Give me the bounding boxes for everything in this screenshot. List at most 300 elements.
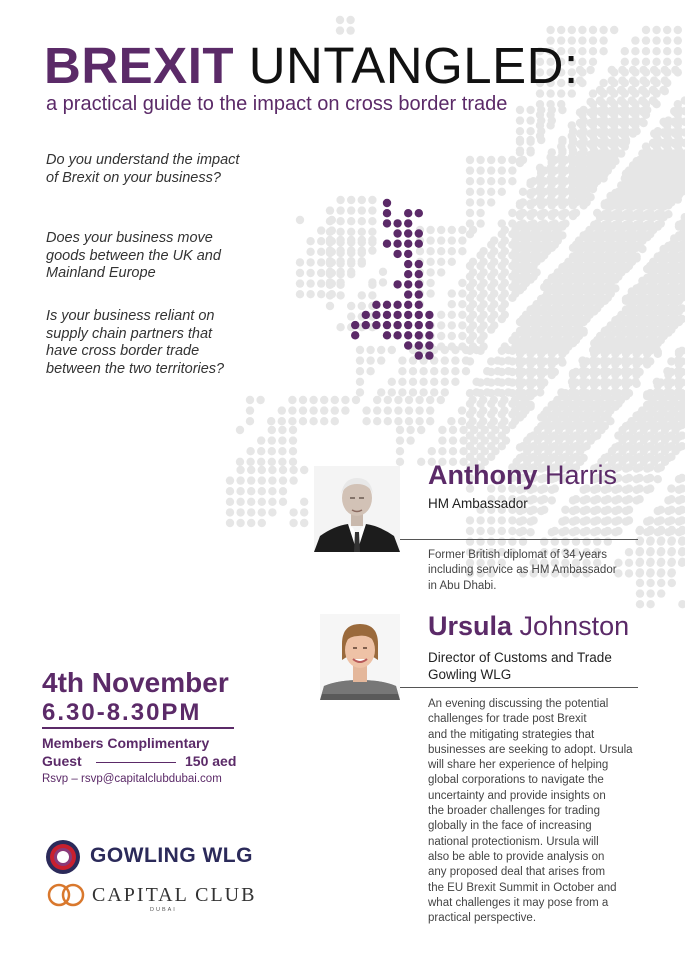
map-dot <box>396 436 404 444</box>
map-dot <box>638 289 646 297</box>
speaker-1-role: HM Ambassador <box>428 496 528 511</box>
map-dot <box>532 311 540 319</box>
map-dot <box>544 436 552 444</box>
map-dot <box>631 58 639 66</box>
map-dot <box>629 66 637 74</box>
map-dot <box>289 447 297 455</box>
map-dot <box>663 58 671 66</box>
map-dot <box>437 268 445 276</box>
map-dot <box>406 436 414 444</box>
map-dot <box>358 291 366 299</box>
map-dot <box>526 136 534 144</box>
map-dot <box>347 257 355 265</box>
map-dot <box>606 96 614 104</box>
map-dot <box>426 268 434 276</box>
map-dot <box>599 36 607 44</box>
map-dot <box>466 209 474 217</box>
map-dot <box>508 516 516 524</box>
map-dot <box>593 156 601 164</box>
map-dot <box>336 206 344 214</box>
map-dot <box>664 127 672 135</box>
map-dot <box>553 417 561 425</box>
map-dot <box>296 258 304 266</box>
map-dot <box>268 436 276 444</box>
map-dot <box>502 426 510 434</box>
map-dot <box>614 188 622 196</box>
map-dot <box>667 166 675 174</box>
map-dot <box>618 436 626 444</box>
map-dot <box>551 156 559 164</box>
map-dot <box>663 367 671 375</box>
map-dot <box>555 426 563 434</box>
map-dot <box>572 166 580 174</box>
uk-map-dot <box>404 331 412 339</box>
map-dot <box>501 289 509 297</box>
map-dot <box>268 508 276 516</box>
map-dot <box>317 248 325 256</box>
map-dot <box>236 426 244 434</box>
map-dot <box>540 198 548 206</box>
map-dot <box>596 86 604 94</box>
map-dot <box>529 188 537 196</box>
map-dot <box>278 417 286 425</box>
map-dot <box>660 289 668 297</box>
map-dot <box>336 257 344 265</box>
map-dot <box>625 198 633 206</box>
map-dot <box>557 388 565 396</box>
map-dot <box>589 26 597 34</box>
map-dot <box>296 269 304 277</box>
map-dot <box>606 406 614 414</box>
map-dot <box>504 367 512 375</box>
uk-map-dot <box>372 311 380 319</box>
map-dot <box>578 388 586 396</box>
map-dot <box>300 498 308 506</box>
map-dot <box>558 106 566 114</box>
speaker-2-last-name: Johnston <box>512 611 630 641</box>
map-dot <box>458 311 466 319</box>
map-dot <box>511 258 519 266</box>
map-dot <box>635 495 643 503</box>
map-dot <box>610 26 618 34</box>
map-dot <box>523 436 531 444</box>
map-dot <box>636 579 644 587</box>
map-dot <box>368 291 376 299</box>
map-dot <box>426 258 434 266</box>
map-dot <box>437 396 445 404</box>
map-dot <box>575 289 583 297</box>
uk-map-dot <box>404 341 412 349</box>
uk-map-dot <box>383 219 391 227</box>
uk-map-dot <box>351 321 359 329</box>
map-dot <box>469 268 477 276</box>
map-dot <box>481 426 489 434</box>
map-dot <box>600 378 608 386</box>
map-dot <box>668 558 676 566</box>
map-dot <box>664 146 672 154</box>
map-dot <box>458 289 466 297</box>
map-dot <box>258 519 266 527</box>
map-dot <box>671 447 679 455</box>
map-dot <box>470 436 478 444</box>
map-dot <box>543 300 551 308</box>
map-dot <box>501 279 509 287</box>
map-dot <box>600 367 608 375</box>
map-dot <box>458 300 466 308</box>
map-dot <box>625 559 633 567</box>
map-dot <box>575 332 583 340</box>
map-dot <box>462 367 470 375</box>
map-dot <box>536 367 544 375</box>
map-dot <box>628 226 636 234</box>
map-dot <box>441 388 449 396</box>
map-dot <box>547 356 555 364</box>
map-dot <box>279 498 287 506</box>
map-dot <box>621 378 629 386</box>
map-dot <box>649 279 657 287</box>
map-dot <box>590 116 598 124</box>
map-dot <box>667 516 675 524</box>
map-dot <box>525 378 533 386</box>
map-dot <box>593 177 601 185</box>
map-dot <box>317 237 325 245</box>
map-dot <box>564 300 572 308</box>
uk-map-dot <box>404 280 412 288</box>
map-dot <box>596 332 604 340</box>
map-dot <box>604 198 612 206</box>
map-dot <box>564 417 572 425</box>
map-dot <box>438 436 446 444</box>
map-dot <box>317 279 325 287</box>
map-dot <box>617 236 625 244</box>
question-2: Does your business move goods between the UK and Mainland Europe <box>46 230 221 281</box>
map-dot <box>476 198 484 206</box>
map-dot <box>479 332 487 340</box>
map-dot <box>660 279 668 287</box>
map-dot <box>657 579 665 587</box>
map-dot <box>565 436 573 444</box>
map-dot <box>522 321 530 329</box>
map-dot <box>258 498 266 506</box>
map-dot <box>642 58 650 66</box>
map-dot <box>479 279 487 287</box>
map-dot <box>258 466 266 474</box>
uk-map-dot <box>362 321 370 329</box>
map-dot <box>479 406 487 414</box>
map-dot <box>617 396 625 404</box>
map-dot <box>657 568 665 576</box>
map-dot <box>441 356 449 364</box>
map-dot <box>483 367 491 375</box>
uk-map-dot <box>415 311 423 319</box>
map-dot <box>582 495 590 503</box>
map-dot <box>479 247 487 255</box>
speaker-1-name <box>428 460 617 491</box>
map-dot <box>384 417 392 425</box>
map-dot <box>246 406 254 414</box>
map-dot <box>578 367 586 375</box>
map-dot <box>670 289 678 297</box>
members-pricing: Members Complimentary <box>42 735 210 751</box>
map-dot <box>278 436 286 444</box>
map-dot <box>336 236 344 244</box>
map-dot <box>554 236 562 244</box>
map-dot <box>628 96 636 104</box>
map-dot <box>565 426 573 434</box>
map-dot <box>610 346 618 354</box>
map-dot <box>515 346 523 354</box>
map-dot <box>328 290 336 298</box>
map-dot <box>636 589 644 597</box>
map-dot <box>585 396 593 404</box>
uk-map-dot <box>425 341 433 349</box>
map-dot <box>236 466 244 474</box>
map-dot <box>490 236 498 244</box>
map-dot <box>536 378 544 386</box>
map-dot <box>449 426 457 434</box>
speaker-2-bio: An evening discussing the potential challenges for trade post Brexit and the mitigating strategies that businesses are seeking to adopt. Ursula will share her experience of helping global corporations to navigate the uncertainty and provide insights on the broader challenges for trading globally in the face of increasing national protectionism. Ursula will also be able to provide analysis on any proposed deal that arises from the EU Brexit Summit in October and what challenges it may pose from a practical perspective. <box>428 698 633 925</box>
map-dot <box>635 198 643 206</box>
map-dot <box>663 47 671 55</box>
map-dot <box>582 506 590 514</box>
map-dot <box>572 506 580 514</box>
map-dot <box>498 188 506 196</box>
map-dot <box>646 484 654 492</box>
map-dot <box>631 356 639 364</box>
map-dot <box>547 346 555 354</box>
map-dot <box>646 516 654 524</box>
map-dot <box>236 476 244 484</box>
map-dot <box>534 436 542 444</box>
map-dot <box>511 417 519 425</box>
map-dot <box>636 536 644 544</box>
map-dot <box>596 96 604 104</box>
map-dot <box>593 166 601 174</box>
uk-map-dot <box>404 209 412 217</box>
map-dot <box>358 257 366 265</box>
rsvp-link[interactable]: Rsvp – rsvp@capitalclubdubai.com <box>42 773 222 785</box>
map-dot <box>347 228 355 236</box>
map-dot <box>622 116 630 124</box>
map-dot <box>526 127 534 135</box>
uk-map-dot <box>393 229 401 237</box>
map-dot <box>628 86 636 94</box>
map-dot <box>459 426 467 434</box>
map-dot <box>659 86 667 94</box>
map-dot <box>608 66 616 74</box>
map-dot <box>631 367 639 375</box>
map-dot <box>300 466 308 474</box>
map-dot <box>646 589 654 597</box>
map-dot <box>289 436 297 444</box>
map-dot <box>236 458 244 466</box>
map-dot <box>572 516 580 524</box>
uk-map-dot <box>415 351 423 359</box>
map-dot <box>279 476 287 484</box>
map-dot <box>670 321 678 329</box>
map-dot <box>604 516 612 524</box>
map-dot <box>646 558 654 566</box>
map-dot <box>561 177 569 185</box>
map-dot <box>599 47 607 55</box>
speaker-1-first-name: Anthony <box>428 460 538 490</box>
map-dot <box>500 417 508 425</box>
map-dot <box>529 177 537 185</box>
map-dot <box>543 406 551 414</box>
map-dot <box>657 547 665 555</box>
map-dot <box>366 346 374 354</box>
map-dot <box>526 528 534 536</box>
map-dot <box>596 300 604 308</box>
map-dot <box>660 247 668 255</box>
map-dot <box>625 516 633 524</box>
map-dot <box>458 332 466 340</box>
map-dot <box>574 417 582 425</box>
map-dot <box>519 209 527 217</box>
map-dot <box>469 311 477 319</box>
map-dot <box>449 436 457 444</box>
map-dot <box>628 236 636 244</box>
map-dot <box>596 406 604 414</box>
map-dot <box>657 219 665 227</box>
map-dot <box>622 136 630 144</box>
map-dot <box>490 321 498 329</box>
uk-map-dot <box>404 321 412 329</box>
map-dot <box>501 300 509 308</box>
map-dot <box>614 198 622 206</box>
map-dot <box>522 311 530 319</box>
map-dot <box>356 378 364 386</box>
map-dot <box>649 289 657 297</box>
map-dot <box>628 247 636 255</box>
map-dot <box>589 58 597 66</box>
map-dot <box>358 302 366 310</box>
map-dot <box>578 356 586 364</box>
uk-map-dot <box>351 331 359 339</box>
map-dot <box>585 226 593 234</box>
map-dot <box>575 300 583 308</box>
map-dot <box>607 226 615 234</box>
map-dot <box>317 290 325 298</box>
uk-map-dot <box>393 331 401 339</box>
map-dot <box>498 516 506 524</box>
map-dot <box>582 188 590 196</box>
map-dot <box>593 495 601 503</box>
map-dot <box>366 367 374 375</box>
map-dot <box>646 156 654 164</box>
speaker-2-role: Director of Customs and Trade Gowling WLG <box>428 650 612 682</box>
map-dot <box>529 209 537 217</box>
map-dot <box>596 268 604 276</box>
uk-map-dot <box>415 209 423 217</box>
map-dot <box>646 474 654 482</box>
map-dot <box>564 311 572 319</box>
map-dot <box>636 547 644 555</box>
map-dot <box>578 36 586 44</box>
map-dot <box>646 177 654 185</box>
title-bold: BREXIT <box>44 37 235 94</box>
map-dot <box>278 447 286 455</box>
map-dot <box>574 396 582 404</box>
map-dot <box>504 378 512 386</box>
map-dot <box>534 426 542 434</box>
uk-map-dot <box>393 240 401 248</box>
map-dot <box>491 426 499 434</box>
map-dot <box>437 247 445 255</box>
map-dot <box>617 226 625 234</box>
map-dot <box>405 406 413 414</box>
map-dot <box>469 332 477 340</box>
map-dot <box>320 417 328 425</box>
map-dot <box>670 311 678 319</box>
map-dot <box>617 332 625 340</box>
map-dot <box>511 332 519 340</box>
map-dot <box>625 188 633 196</box>
map-dot <box>257 447 265 455</box>
map-dot <box>621 356 629 364</box>
map-dot <box>652 47 660 55</box>
map-dot <box>650 436 658 444</box>
map-dot <box>554 332 562 340</box>
map-dot <box>629 436 637 444</box>
map-dot <box>537 127 545 135</box>
map-dot <box>336 291 344 299</box>
map-dot <box>529 506 537 514</box>
map-dot <box>511 247 519 255</box>
map-dot <box>536 356 544 364</box>
map-dot <box>472 378 480 386</box>
map-dot <box>462 346 470 354</box>
map-dot <box>543 226 551 234</box>
map-dot <box>607 332 615 340</box>
map-dot <box>631 36 639 44</box>
map-dot <box>586 98 594 106</box>
map-dot <box>617 311 625 319</box>
map-dot <box>582 166 590 174</box>
map-dot <box>621 388 629 396</box>
map-dot <box>536 388 544 396</box>
map-dot <box>628 300 636 308</box>
map-dot <box>396 458 404 466</box>
map-dot <box>596 247 604 255</box>
map-dot <box>508 209 516 217</box>
map-dot <box>649 226 657 234</box>
uk-map-dot <box>415 229 423 237</box>
map-dot <box>516 116 524 124</box>
map-dot <box>288 417 296 425</box>
map-dot <box>579 127 587 135</box>
map-dot <box>638 332 646 340</box>
map-dot <box>565 447 573 455</box>
map-dot <box>578 26 586 34</box>
map-dot <box>476 177 484 185</box>
map-dot <box>649 300 657 308</box>
map-dot <box>522 247 530 255</box>
map-dot <box>430 378 438 386</box>
map-dot <box>247 519 255 527</box>
map-dot <box>317 258 325 266</box>
map-dot <box>638 300 646 308</box>
map-dot <box>458 236 466 244</box>
map-dot <box>561 506 569 514</box>
map-dot <box>487 166 495 174</box>
map-dot <box>458 279 466 287</box>
map-dot <box>621 346 629 354</box>
map-dot <box>564 268 572 276</box>
map-dot <box>635 474 643 482</box>
map-dot <box>458 321 466 329</box>
map-dot <box>617 96 625 104</box>
